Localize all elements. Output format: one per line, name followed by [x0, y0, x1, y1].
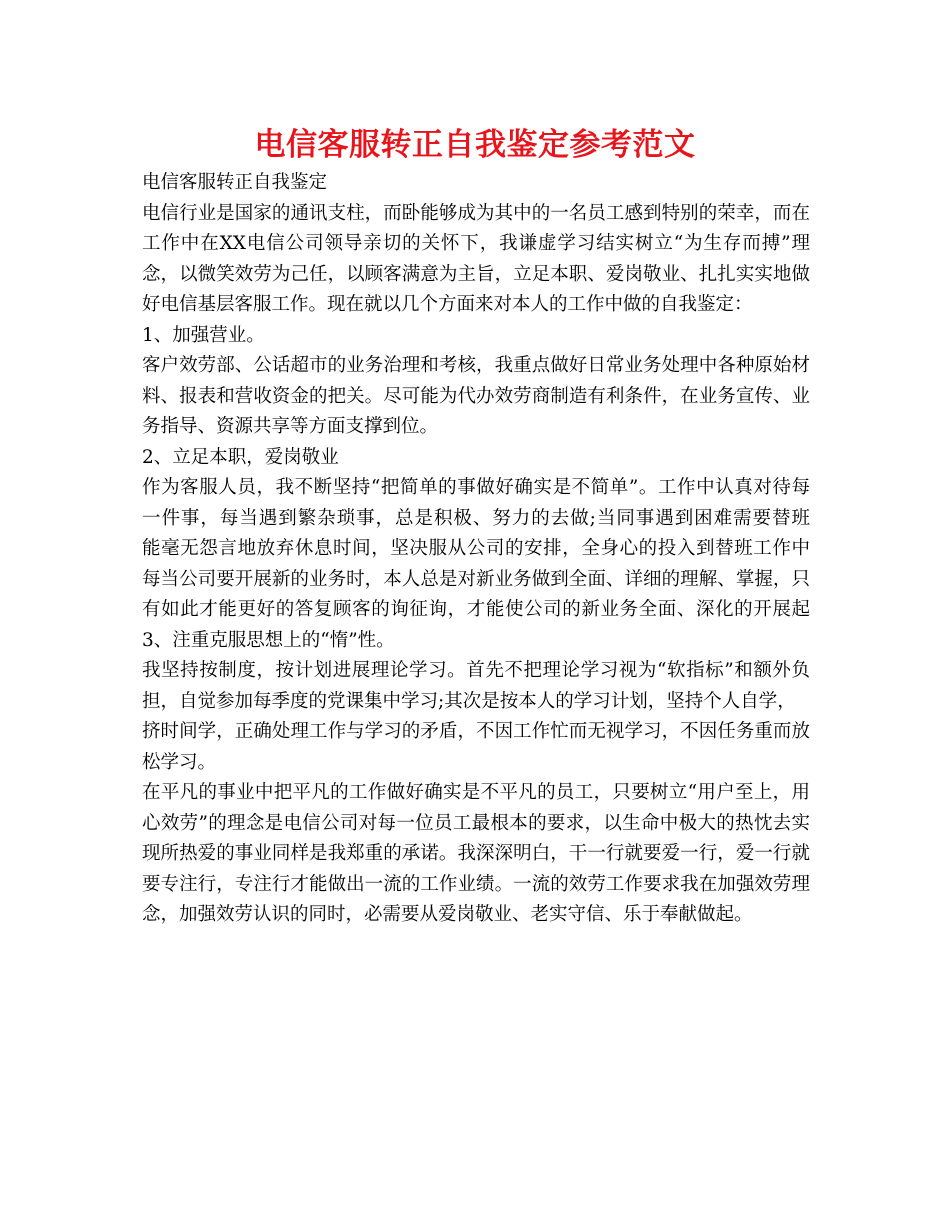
- text-line: 作为客服人员，我不断坚持“把简单的事做好确实是不简单”。工作中认真对待每: [142, 477, 810, 498]
- text-line: 念，加强效劳认识的同时，必需要从爱岗敬业、老实守信、乐于奉献做起。: [142, 904, 753, 925]
- text-line: 现所热爱的事业同样是我郑重的承诺。我深深明白，干一行就要爱一行，爱一行就: [142, 843, 810, 864]
- text-line: 料、报表和营收资金的把关。尽可能为代办效劳商制造有利条件，在业务宣传、业: [142, 385, 810, 407]
- text-line: 心效劳”的理念是电信公司对每一位员工最根本的要求，以生命中极大的热忱去实: [142, 812, 810, 834]
- text-line: 工作中在XX电信公司领导亲切的关怀下，我谦虚学习结实树立“为生存而搏”理: [142, 233, 810, 254]
- text-line: 担，自觉参加每季度的党课集中学习;其次是按本人的学习计划，坚持个人自学，: [142, 690, 796, 712]
- text-line: 3、注重克服思想上的“惰”性。: [142, 629, 395, 651]
- text-line: 念，以微笑效劳为己任，以顾客满意为主旨，立足本职、爱岗敬业、扎扎实实地做: [142, 263, 810, 285]
- text-line: 电信客服转正自我鉴定: [142, 172, 328, 193]
- text-line: 我坚持按制度，按计划进展理论学习。首先不把理论学习视为“软指标”和额外负: [142, 660, 810, 681]
- text-line: 松学习。: [142, 751, 217, 773]
- text-line: 挤时间学，正确处理工作与学习的矛盾，不因工作忙而无视学习，不因任务重而放: [142, 721, 810, 742]
- text-line: 1、加强营业。: [142, 324, 265, 346]
- text-line: 有如此才能更好的答复顾客的询征询，才能使公司的新业务全面、深化的开展起: [142, 599, 810, 620]
- text-line: 能毫无怨言地放弃休息时间，坚决服从公司的安排，全身心的投入到替班工作中: [142, 538, 810, 559]
- text-line: 一件事，每当遇到繁杂琐事，总是积极、努力的去做;当同事遇到困难需要替班: [142, 507, 810, 529]
- text-line: 要专注行，专注行才能做出一流的工作业绩。一流的效劳工作要求我在加强效劳理: [142, 873, 810, 895]
- text-line: 2、立足本职，爱岗敬业: [142, 446, 339, 468]
- document-body: [142, 168, 810, 931]
- document-title: 电信客服转正自我鉴定参考范文: [254, 127, 696, 163]
- text-line: 在平凡的事业中把平凡的工作做好确实是不平凡的员工，只要树立“用户至上，用: [142, 782, 810, 803]
- text-line: 每当公司要开展新的业务时，本人总是对新业务做到全面、详细的理解、掌握，只: [142, 568, 810, 590]
- text-line: 客户效劳部、公话超市的业务治理和考核，我重点做好日常业务处理中各种原始材: [142, 355, 810, 376]
- text-line: 务指导、资源共享等方面支撑到位。: [142, 416, 439, 437]
- text-line: 好电信基层客服工作。现在就以几个方面来对本人的工作中做的自我鉴定：: [142, 294, 753, 315]
- text-line: 电信行业是国家的通讯支柱，而卧能够成为其中的一名员工感到特别的荣幸，而在: [142, 202, 810, 224]
